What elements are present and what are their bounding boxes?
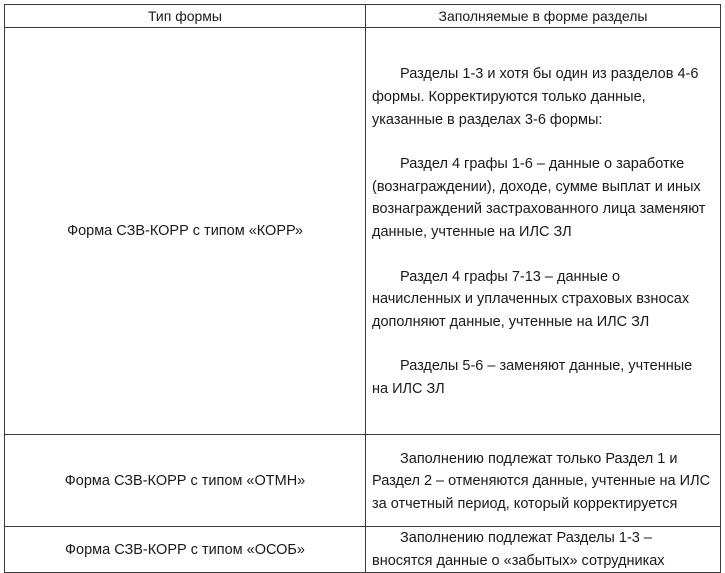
header-sections: Заполняемые в форме разделы bbox=[366, 5, 721, 28]
sections-paragraph: Заполнению подлежат только Раздел 1 и Раздел 2 – отменяются данные, учтенные на ИЛС за отчетный период, который корректируется bbox=[372, 450, 711, 512]
sections-paragraph: Разделы 1-3 и хотя бы один из разделов 4-6 формы. Корректируются только данные, указанные в разделах 3-6 формы: bbox=[372, 66, 699, 128]
document-page bbox=[4, 4, 720, 570]
forms-table bbox=[4, 4, 721, 573]
table-row bbox=[5, 527, 721, 573]
table-row bbox=[5, 435, 721, 527]
sections-paragraph: Раздел 4 графы 1-6 – данные о заработке (вознаграждении), доходе, сумме выплат и иных вознаграждений застрахованного лица заменяют данные, учтенные на ИЛС ЗЛ bbox=[372, 156, 706, 240]
form-type-cell bbox=[5, 435, 366, 527]
sections-paragraph: Разделы 5-6 – заменяют данные, учтенные на ИЛС ЗЛ bbox=[372, 358, 693, 397]
table-header-row bbox=[5, 5, 721, 28]
sections-paragraph: Раздел 4 графы 7-13 – данные о начисленных и уплаченных страховых взносах дополняют данные, учтенные на ИЛС ЗЛ bbox=[372, 268, 690, 330]
sections-cell bbox=[366, 527, 721, 573]
sections-cell bbox=[366, 28, 721, 435]
form-type-cell bbox=[5, 28, 366, 435]
sections-paragraph: Заполнению подлежат Разделы 1-3 – вносятся данные о «забытых» сотрудниках bbox=[372, 530, 665, 569]
table-row bbox=[5, 28, 721, 435]
header-form-type: Тип формы bbox=[5, 5, 366, 28]
form-type-otmn: Форма СЗВ-КОРР с типом «ОТМН» bbox=[64, 472, 306, 489]
form-type-cell bbox=[5, 527, 366, 573]
form-type-osob: Форма СЗВ-КОРР с типом «ОСОБ» bbox=[64, 541, 305, 558]
form-type-korr: Форма СЗВ-КОРР с типом «КОРР» bbox=[67, 223, 303, 239]
sections-cell bbox=[366, 435, 721, 527]
